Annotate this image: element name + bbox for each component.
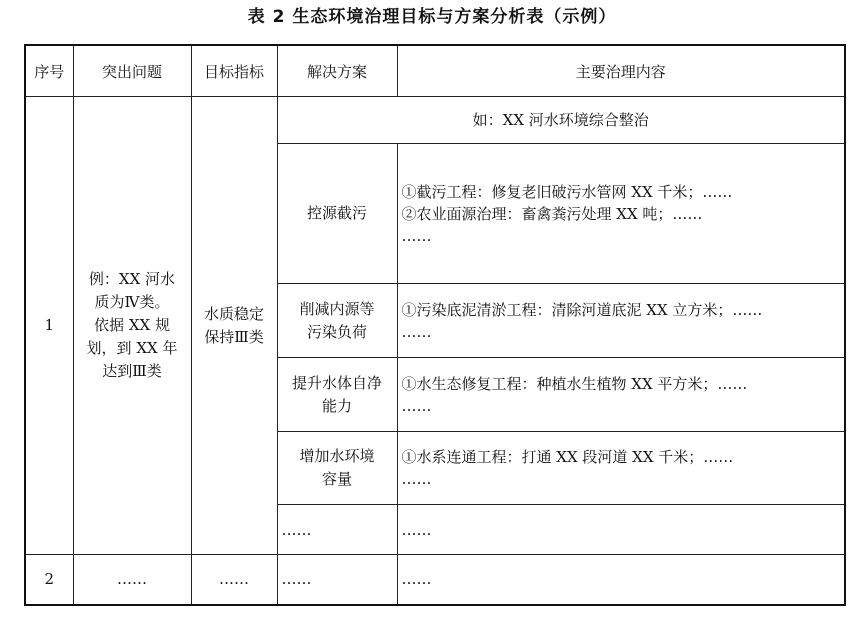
header-index: 序号 — [25, 45, 73, 97]
solution-name: 控源截污 — [277, 144, 397, 284]
solution-name: 增加水环境 容量 — [277, 432, 397, 505]
header-content: 主要治理内容 — [397, 45, 845, 97]
row2-content: …… — [397, 555, 845, 605]
solution-name: 削减内源等 污染负荷 — [277, 284, 397, 358]
header-target: 目标指标 — [191, 45, 277, 97]
solution-content: ①截污工程：修复老旧破污水管网 XX 千米；…… ②农业面源治理：畜禽粪污处理 XX 吨；…… …… — [397, 144, 845, 284]
governance-table — [24, 44, 846, 606]
solution-content: …… — [397, 505, 845, 555]
row2-target: …… — [191, 555, 277, 605]
solution-content: ①水系连通工程：打通 XX 段河道 XX 千米；…… …… — [397, 432, 845, 505]
table-title: 表 2 生态环境治理目标与方案分析表（示例） — [247, 7, 617, 27]
table-row — [25, 555, 845, 605]
solution-name: …… — [277, 505, 397, 555]
row1-problem: 例：XX 河水 质为Ⅳ类。 依据 XX 规 划，到 XX 年 达到Ⅲ类 — [73, 97, 191, 555]
row1-index: 1 — [25, 97, 73, 555]
solution-content: ①污染底泥清淤工程：清除河道底泥 XX 立方米；…… …… — [397, 284, 845, 358]
solution-name: 提升水体自净 能力 — [277, 358, 397, 432]
solution-content: ①水生态修复工程：种植水生植物 XX 平方米；…… …… — [397, 358, 845, 432]
header-solution: 解决方案 — [277, 45, 397, 97]
table-row — [25, 97, 845, 144]
row1-target: 水质稳定 保持Ⅲ类 — [191, 97, 277, 555]
row2-index: 2 — [25, 555, 73, 605]
header-problem: 突出问题 — [73, 45, 191, 97]
row1-summary: 如：XX 河水环境综合整治 — [277, 97, 845, 144]
header-row — [25, 45, 845, 97]
row2-problem: …… — [73, 555, 191, 605]
row2-solution: …… — [277, 555, 397, 605]
